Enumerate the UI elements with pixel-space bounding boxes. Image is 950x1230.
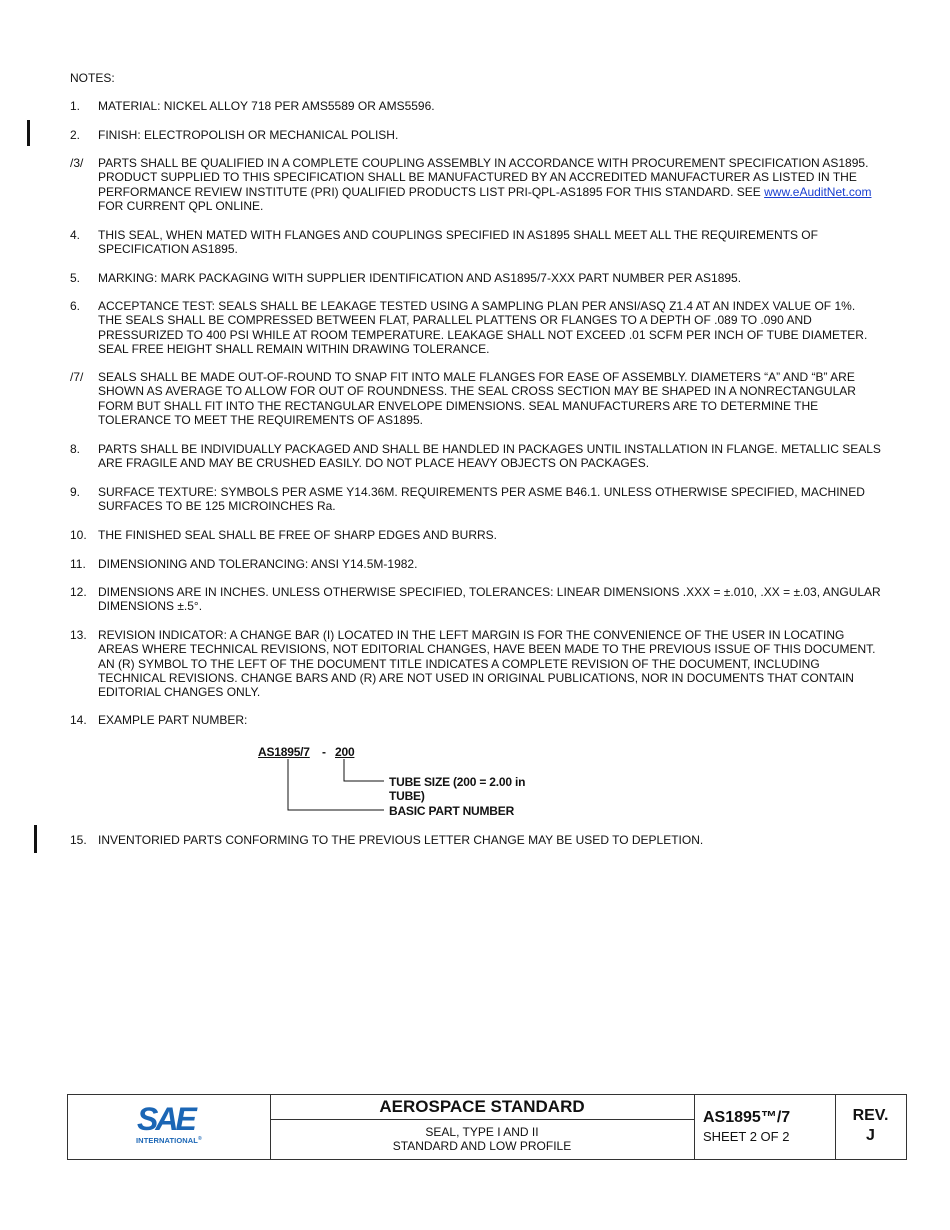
note-text: EXAMPLE PART NUMBER: — [98, 713, 248, 727]
note-text-part: FOR CURRENT QPL ONLINE. — [98, 198, 264, 213]
basic-part-number-label: BASIC PART NUMBER — [389, 804, 515, 818]
part-code-dash: - — [322, 745, 326, 759]
note-text: REVISION INDICATOR: A CHANGE BAR (I) LOCATED IN THE LEFT MARGIN IS FOR THE CONVENIENCE OF THE USER IN LOCATING AREAS WHERE TECHNICAL REVISIONS, NOT EDITORIAL CHANGES, HAVE BEEN MADE TO THE PREVIOUS ISSUE OF THIS DOCUMENT. AN (R) SYMBOL TO THE LEFT OF THE DOCUMENT TITLE INDICATES A COMPLETE REVISION OF THE DOCUMENT, INCLUDING TECHNICAL REVISIONS. CHANGE BARS AND (R) ARE NOT USED IN ORIGINAL PUBLICATIONS, NOR IN DOCUMENTS THAT CONTAIN EDITORIAL CHANGES ONLY. — [98, 628, 876, 700]
note-12 — [70, 585, 882, 614]
note-text: DIMENSIONS ARE IN INCHES. UNLESS OTHERWISE SPECIFIED, TOLERANCES: LINEAR DIMENSIONS .XXX = ±.010, .XX = ±.03, ANGULAR DIMENSIONS ±.5°. — [98, 585, 881, 614]
note-text: PARTS SHALL BE INDIVIDUALLY PACKAGED AND SHALL BE HANDLED IN PACKAGES UNTIL INSTALLATION IN FLANGE. METALLIC SEALS ARE FRAGILE AND MAY BE CRUSHED EASILY. DO NOT PLACE HEAVY OBJECTS ON PACKAGES. — [98, 442, 881, 471]
standard-subtitle — [270, 1125, 694, 1153]
revision-value: J — [866, 1127, 875, 1144]
note-number: /7/ — [70, 370, 84, 384]
sheet-number: SHEET 2 OF 2 — [703, 1129, 790, 1144]
notes-heading: NOTES: — [70, 71, 115, 85]
subtitle-line-2: STANDARD AND LOW PROFILE — [392, 1139, 572, 1153]
title-block — [67, 1094, 907, 1160]
document-number-cell — [694, 1095, 836, 1159]
note-number: 10. — [70, 528, 87, 542]
revision-cell — [835, 1095, 906, 1159]
note-number: 11. — [70, 557, 86, 571]
note-text: SURFACE TEXTURE: SYMBOLS PER ASME Y14.36M. REQUIREMENTS PER ASME B46.1. UNLESS OTHERWISE SPECIFIED, MACHINED SURFACES TO BE 125 MICROINCHES Ra. — [98, 485, 865, 514]
basic-part-code: AS1895/7 — [258, 745, 310, 759]
note-10 — [70, 528, 882, 542]
note-number: 9. — [70, 485, 81, 499]
note-7 — [70, 370, 882, 427]
document-number: AS1895™/7 — [703, 1109, 791, 1126]
example-part-number-diagram — [258, 745, 558, 825]
note-13 — [70, 628, 882, 699]
note-text: ACCEPTANCE TEST: SEALS SHALL BE LEAKAGE TESTED USING A SAMPLING PLAN PER ANSI/ASQ Z1.4 AT AN INDEX VALUE OF 1%. THE SEALS SHALL BE COMPRESSED BETWEEN FLAT, PARALLEL PLATTENS OR FLANGES TO A DEPTH OF .089 TO .090 AND PRESSURIZED TO 400 PSI WHILE AT ROOM TEMPERATURE. LEAKAGE SHALL NOT EXCEED .01 SCFM PER INCH OF TUBE DIAMETER. SEAL FREE HEIGHT SHALL REMAIN WITHIN DRAWING TOLERANCE. — [98, 299, 868, 356]
note-number: 13. — [70, 628, 87, 642]
note-text: MATERIAL: NICKEL ALLOY 718 PER AMS5589 OR AMS5596. — [98, 99, 435, 113]
note-number: 1. — [70, 99, 81, 113]
note-number: 5. — [70, 271, 81, 285]
sae-logo — [136, 1101, 206, 1147]
standard-title: AEROSPACE STANDARD — [270, 1097, 694, 1120]
note-15 — [70, 833, 882, 847]
note-text: THIS SEAL, WHEN MATED WITH FLANGES AND COUPLINGS SPECIFIED IN AS1895 SHALL MEET ALL THE REQUIREMENTS OF SPECIFICATION AS1895. — [98, 228, 818, 257]
sae-logo-subtext: INTERNATIONAL® — [136, 1136, 202, 1145]
revision-label: REV. — [852, 1107, 889, 1124]
tube-size-label: TUBE SIZE (200 = 2.00 in TUBE) — [389, 775, 526, 803]
note-text: THE FINISHED SEAL SHALL BE FREE OF SHARP EDGES AND BURRS. — [98, 528, 497, 542]
note-text — [98, 156, 882, 213]
logo-cell — [68, 1095, 271, 1159]
note-number: /3/ — [70, 156, 84, 170]
note-number: 6. — [70, 299, 81, 313]
size-code: 200 — [335, 745, 355, 759]
note-4 — [70, 228, 882, 257]
note-5 — [70, 271, 882, 285]
note-text: FINISH: ELECTROPOLISH OR MECHANICAL POLISH. — [98, 128, 399, 142]
note-11 — [70, 557, 882, 571]
note-9 — [70, 485, 882, 514]
note-text: MARKING: MARK PACKAGING WITH SUPPLIER IDENTIFICATION AND AS1895/7-XXX PART NUMBER PER AS1895. — [98, 271, 742, 285]
note-number: 14. — [70, 713, 87, 727]
note-8 — [70, 442, 882, 471]
note-number: 12. — [70, 585, 87, 599]
svg-text:SAE: SAE — [137, 1101, 194, 1135]
note-2 — [70, 128, 882, 142]
change-bar — [27, 120, 30, 146]
note-1 — [70, 99, 882, 113]
note-14 — [70, 713, 882, 727]
note-number: 4. — [70, 228, 81, 242]
change-bar — [34, 825, 37, 853]
note-3 — [70, 156, 882, 213]
sae-logo-mark — [136, 1101, 206, 1135]
note-text: SEALS SHALL BE MADE OUT-OF-ROUND TO SNAP FIT INTO MALE FLANGES FOR EASE OF ASSEMBLY. DIAMETERS “A” AND “B” ARE SHOWN AS AVERAGE TO ALLOW FOR OUT OF ROUNDNESS. THE SEAL CROSS SECTION MAY BE SHAPED IN A NONRECTANGULAR FORM BUT SHALL FIT INTO THE RECTANGULAR ENVELOPE DIMENSIONS. SEAL MANUFACTURERS ARE TO DETERMINE THE TOLERANCE TO MEET THE REQUIREMENTS OF AS1895. — [98, 370, 856, 427]
note-number: 15. — [70, 833, 87, 847]
note-number: 2. — [70, 128, 81, 142]
title-cell — [270, 1095, 695, 1159]
note-number: 8. — [70, 442, 81, 456]
note-text: INVENTORIED PARTS CONFORMING TO THE PREVIOUS LETTER CHANGE MAY BE USED TO DEPLETION. — [98, 833, 704, 847]
subtitle-line-1: SEAL, TYPE I AND II — [425, 1125, 539, 1139]
qpl-link[interactable]: www.eAuditNet.com — [764, 184, 872, 199]
note-6 — [70, 299, 882, 356]
note-text-part: PARTS SHALL BE QUALIFIED IN A COMPLETE COUPLING ASSEMBLY IN ACCORDANCE WITH PROCUREMENT SPECIFICATION AS1895. PRODUCT SUPPLIED TO THIS SPECIFICATION SHALL BE MANUFACTURED BY AN ACCREDITED MANUFACTURER AS LISTED IN THE PERFORMANCE REVIEW INSTITUTE (PRI) QUALIFIED PRODUCTS LIST PRI-QPL-AS1895 FOR THIS STANDARD. SEE — [98, 156, 869, 199]
note-text: DIMENSIONING AND TOLERANCING: ANSI Y14.5M-1982. — [98, 557, 418, 571]
